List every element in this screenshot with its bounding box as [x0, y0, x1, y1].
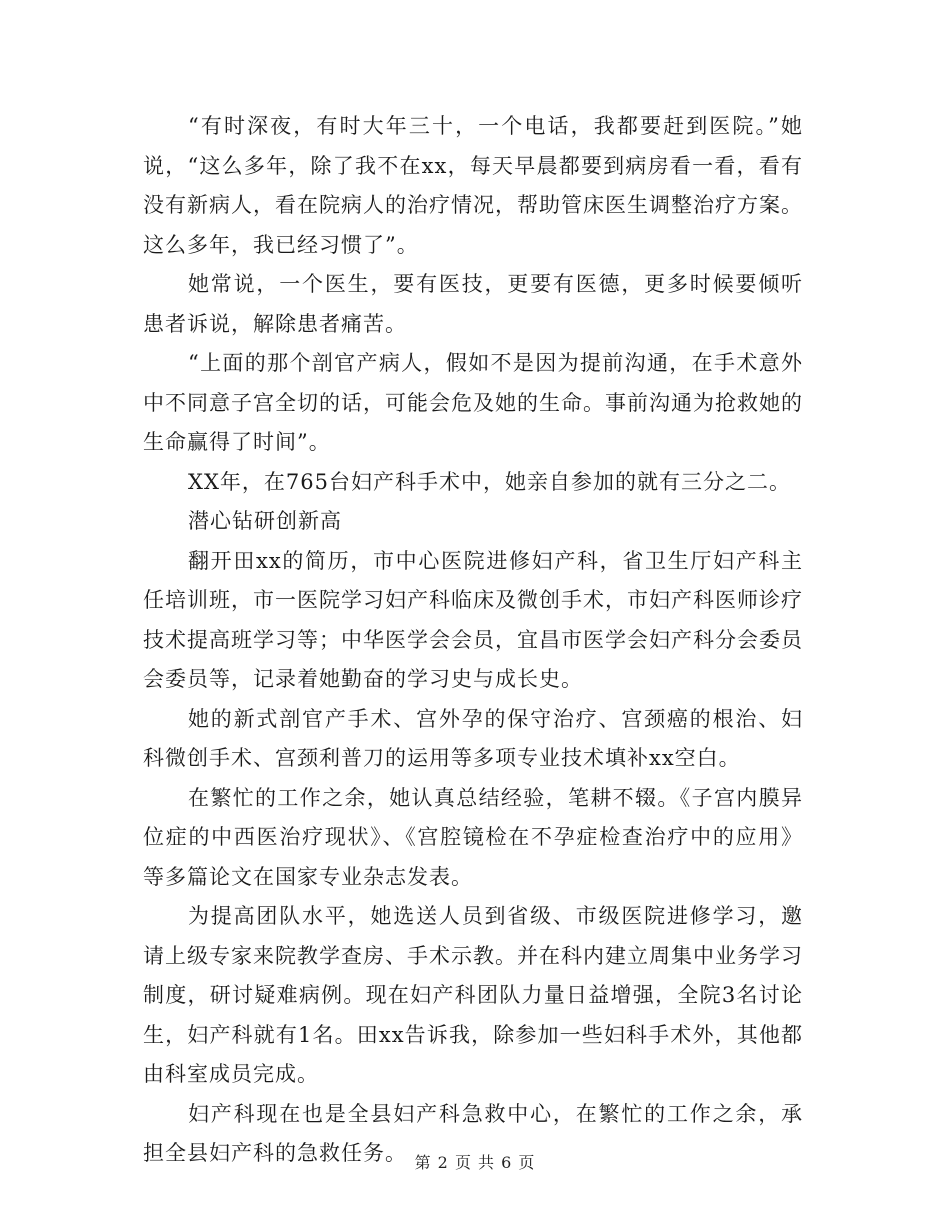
paragraph-6: 她的新式剖官产手术、宫外孕的保守治疗、宫颈癌的根治、妇科微创手术、宫颈利普刀的运用等多项专业技术填补xx空白。 — [143, 706, 803, 770]
document-body — [143, 107, 803, 1174]
paragraph-2: 她常说，一个医生，要有医技，更要有医德，更多时候要倾听患者诉说，解除患者痛苦。 — [143, 272, 803, 336]
page-footer: 第 2 页 共 6 页 — [414, 1153, 536, 1172]
paragraph-3: “上面的那个剖官产病人，假如不是因为提前沟通，在手术意外中不同意子宫全切的话，可能会危及她的生命。事前沟通为抢救她的生命赢得了时间”。 — [143, 351, 803, 454]
paragraph-8: 为提高团队水平，她选送人员到省级、市级医院进修学习，邀请上级专家来院教学查房、手术示教。并在科内建立周集中业务学习制度，研讨疑难病例。现在妇产科团队力量日益增强，全院3名讨论生，妇产科就有1名。田xx告诉我，除参加一些妇科手术外，其他都由科室成员完成。 — [143, 904, 803, 1086]
paragraph-1: “有时深夜，有时大年三十，一个电话，我都要赶到医院。”她说，“这么多年，除了我不在xx，每天早晨都要到病房看一看，看有没有新病人，看在院病人的治疗情况，帮助管床医生调整治疗方案。这么多年，我已经习惯了”。 — [143, 114, 803, 257]
paragraph-7: 在繁忙的工作之余，她认真总结经验，笔耕不辍。《子宫内膜异位症的中西医治疗现状》、《宫腔镜检在不孕症检查治疗中的应用》等多篇论文在国家专业杂志发表。 — [143, 785, 803, 889]
paragraph-5: 翻开田xx的简历，市中心医院进修妇产科，省卫生厅妇产科主任培训班，市一医院学习妇产科临床及微创手术，市妇产科医师诊疗技术提高班学习等；中华医学会会员，宜昌市医学会妇产科分会委员会委员等，记录着她勤奋的学习史与成长史。 — [143, 548, 803, 691]
paragraph-9: 妇产科现在也是全县妇产科急救中心，在繁忙的工作之余，承担全县妇产科的急救任务。 — [143, 1101, 803, 1165]
section-heading: 潜心钻研创新高 — [188, 509, 342, 533]
paragraph-4: XX年，在765台妇产科手术中，她亲自参加的就有三分之二。 — [188, 469, 791, 494]
